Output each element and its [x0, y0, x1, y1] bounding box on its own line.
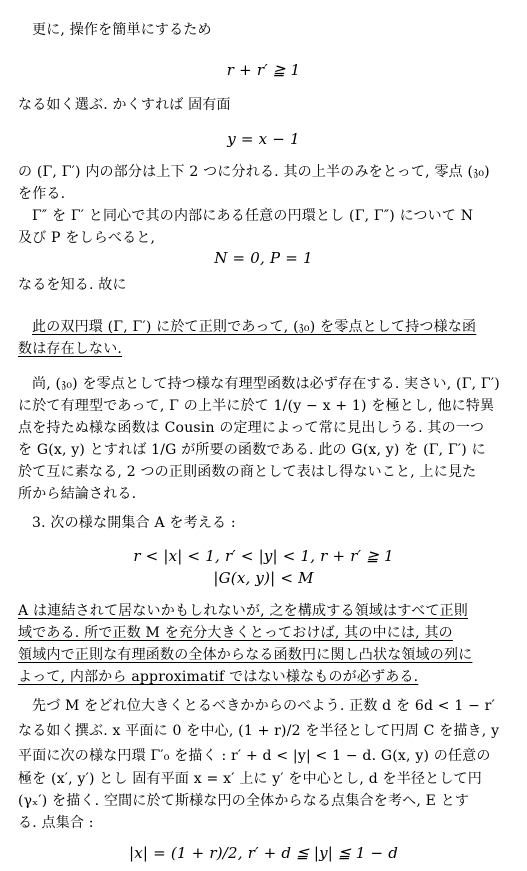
text-line: 点を持たぬ様な函数は Cousin の定理によって常に見出しうる. 其の一つ [18, 420, 485, 436]
text-line: を作る. [18, 186, 66, 202]
text-line: なる如く選ぶ. かくすれば 固有面 [18, 97, 231, 113]
display-equation: r + r′ ≧ 1 [226, 61, 301, 79]
text-line: (γₓ′) を描く. 空間に於て斯様な円の全体からなる点集合を考へ, E とす [18, 793, 470, 809]
text-line: の (Γ, Γ′) 内の部分は上下 2 つに分れる. 其の上半のみをとって, 零点 (𝔷₀) [18, 164, 490, 180]
underlined-statement-line: よって, 内部から approximatif ではない様なものが必ずある. [18, 669, 419, 685]
underlined-statement-line: A は連結されて居ないかもしれないが, 之を構成する領域はすべて正則 [18, 603, 468, 619]
text-line: 先づ M をどれ位大きくとるべきかからのべよう. 正数 d を 6d < 1 − r′ [32, 698, 495, 714]
text-line: 極を (x′, y′) とし 固有平面 x = x′ 上に y′ を中心とし, d を半径として円 [18, 771, 482, 787]
display-equation: r < |x| < 1, r′ < |y| < 1, r + r′ ≧ 1 [133, 547, 394, 565]
display-equation: |G(x, y)| < M [213, 569, 314, 587]
display-equation: |x| = (1 + r)/2, r′ + d ≦ |y| ≦ 1 − d [128, 844, 399, 862]
text-line: を G(x, y) とすれば 1/G が所要の函数である. 此の G(x, y) を (Γ, Γ′) に [18, 442, 486, 458]
text-line: る. 点集合 : [18, 815, 94, 831]
text-line: 所から結論される. [18, 486, 137, 502]
underlined-statement-line: 領域内で正則な有理函数の全体からなる函数円に関し凸状な領域の列に [18, 647, 473, 663]
text-line: なるを知る. 故に [18, 277, 127, 293]
text-line: 平面に次の様な円環 Γ′₀ を描く : r′ + d < |y| < 1 − d. G(x, y) の任意の [18, 748, 491, 764]
display-equation: y = x − 1 [227, 130, 300, 148]
underlined-statement-line: 此の双円環 (Γ, Γ′) に於て正則であって, (𝔷₀) を零点として持つ様な函 [32, 319, 477, 335]
underlined-statement-line: 域である. 所で正数 M を充分大きくとっておけば, 其の中には, 其の [18, 625, 453, 641]
text-line: なる如く撰ぶ. x 平面に 0 を中心, (1 + r)/2 を半径として円周 C を描き, y [18, 723, 500, 739]
text-line: 尚, (𝔷₀) を零点として持つ様な有理型函数は必ず存在する. 実さい, (Γ, Γ′) [32, 376, 500, 392]
section-heading: 3. 次の様な開集合 A を考える : [32, 515, 236, 531]
text-line: Γ″ を Γ′ と同心で其の内部にある任意の円環とし (Γ, Γ″) について N [32, 208, 474, 224]
text-line: に於て有理型であって, Γ の上半に於て 1/(y − x + 1) を極とし, 他に特異 [18, 398, 495, 414]
text-line: 更に, 操作を簡単にするため [32, 22, 212, 38]
text-line: 於て互に素なる, 2 つの正則函数の商として表はし得ないこと, 上に見た [18, 464, 477, 480]
display-equation: N = 0, P = 1 [214, 249, 313, 267]
underlined-statement-line: 数は存在しない. [18, 341, 123, 357]
text-line: 及び P をしらべると, [18, 230, 156, 246]
